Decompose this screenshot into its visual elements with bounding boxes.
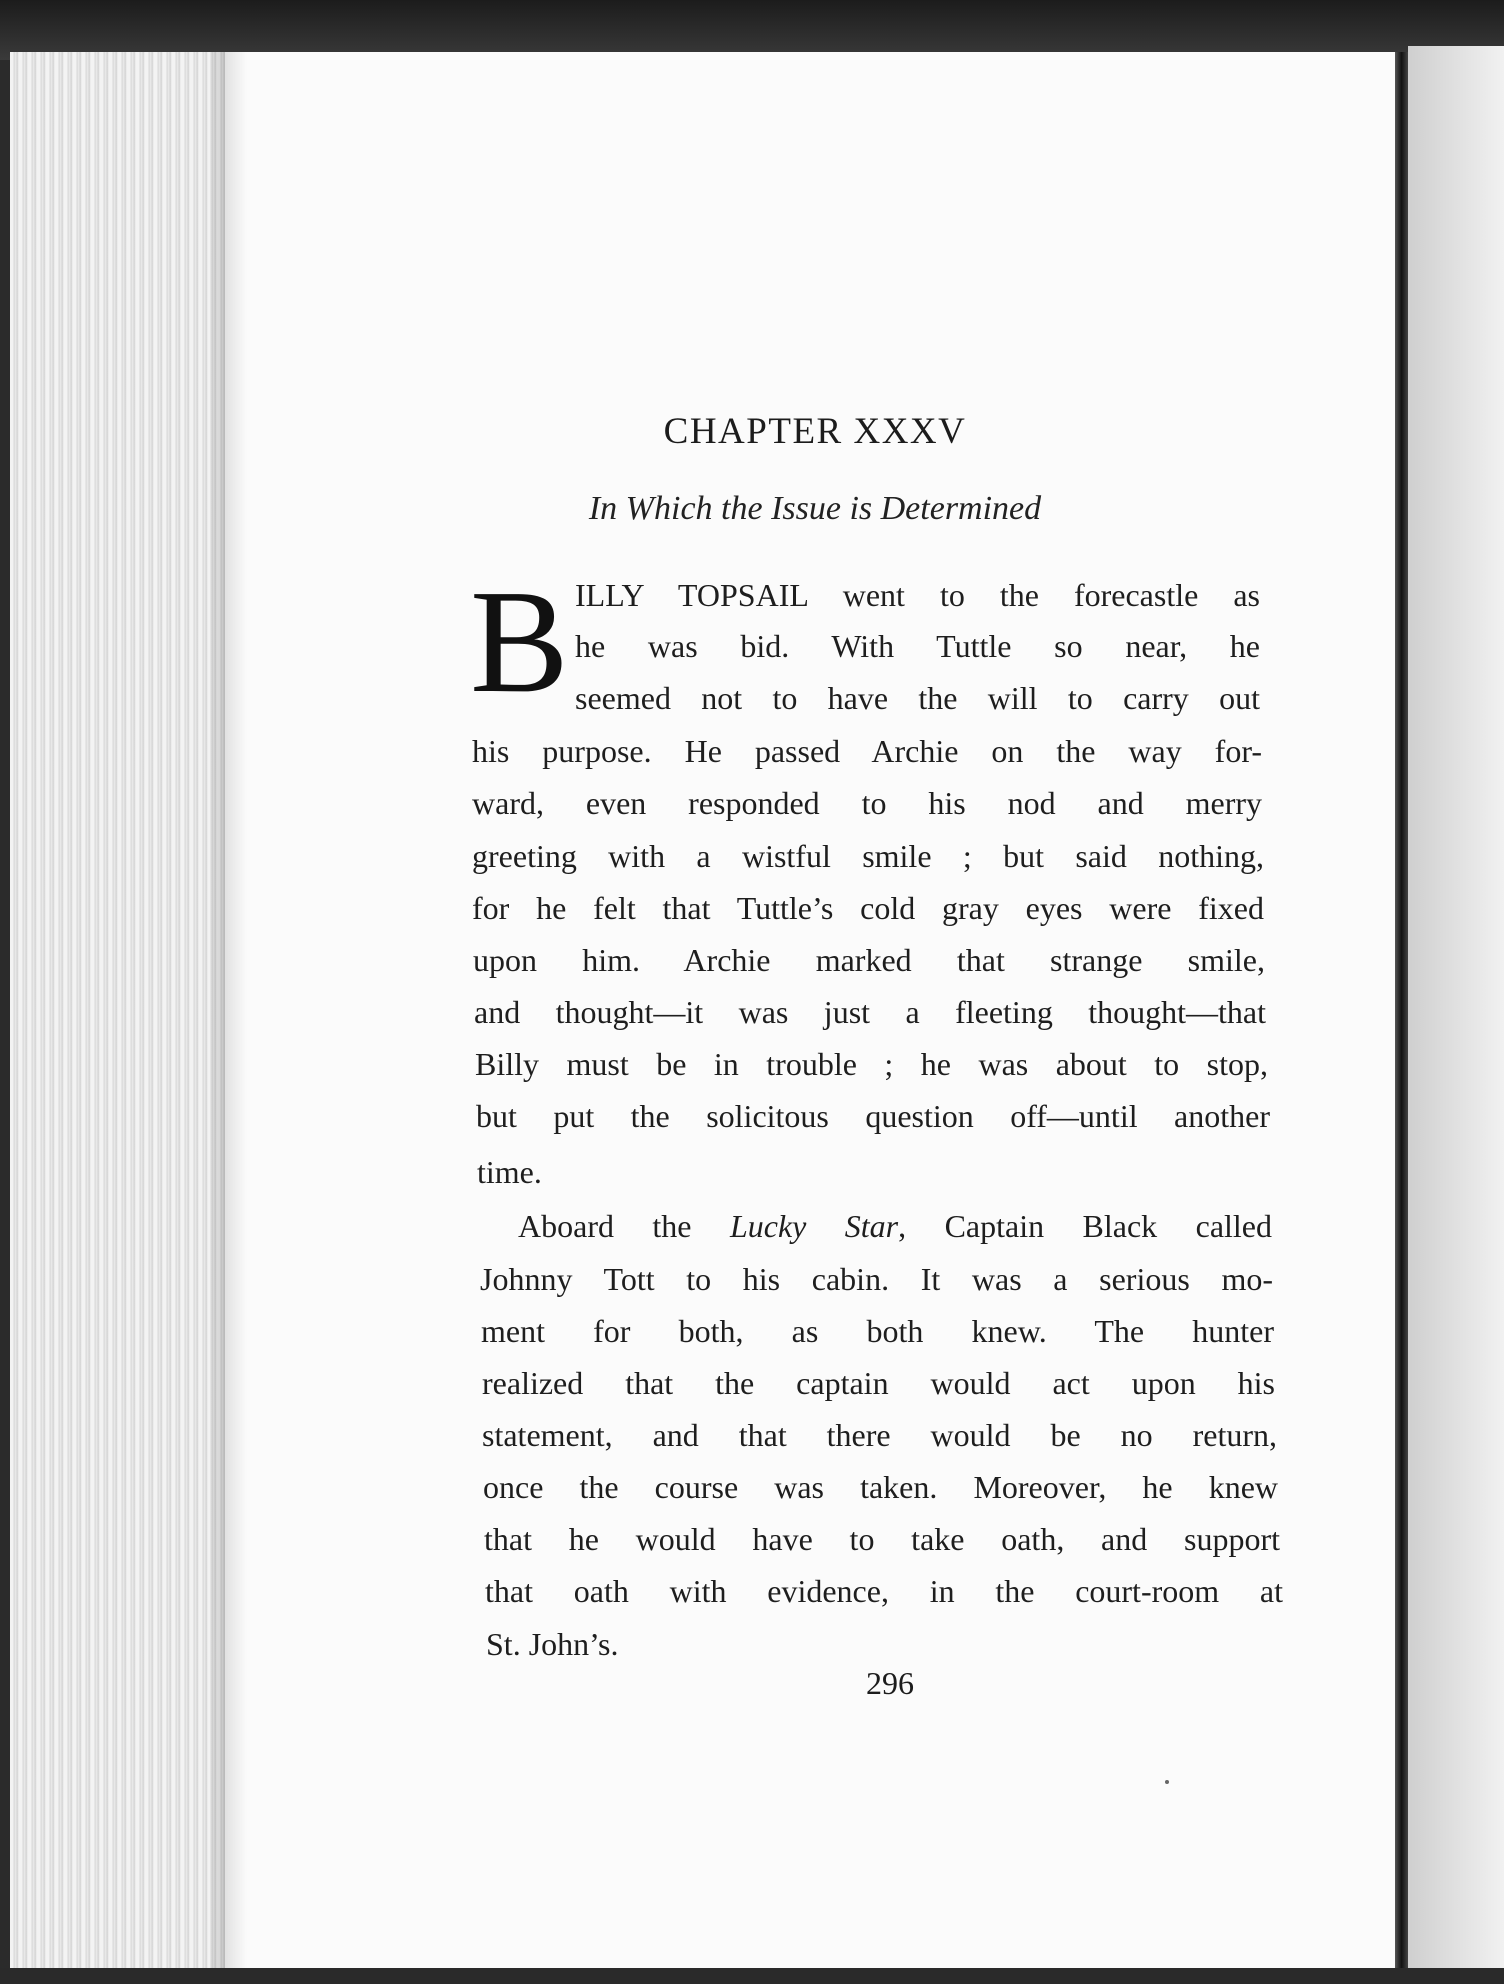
text-line: but put the solicitous question off—until another xyxy=(476,1098,1270,1134)
scan-speck xyxy=(1165,1780,1169,1784)
facing-page-shadow xyxy=(1408,46,1504,1968)
text-line: that oath with evidence, in the court-room at xyxy=(485,1573,1283,1609)
chapter-subtitle: In Which the Issue is Determined xyxy=(588,490,1042,527)
text-line: greeting with a wistful smile ; but said nothing, xyxy=(472,838,1264,874)
drop-cap-letter: B xyxy=(470,560,569,724)
text-line: St. John’s. xyxy=(486,1626,619,1662)
text-line: seemed not to have the will to carry out xyxy=(575,680,1260,716)
text-line: ward, even responded to his nod and merry xyxy=(472,785,1262,821)
text-line: that he would have to take oath, and support xyxy=(484,1521,1280,1557)
scan-bottom-border xyxy=(0,1968,1504,1984)
text-line: he was bid. With Tuttle so near, he xyxy=(575,628,1260,664)
text-line: for he felt that Tuttle’s cold gray eyes were fixed xyxy=(472,890,1264,926)
text-line: his purpose. He passed Archie on the way for- xyxy=(472,733,1262,769)
text-line: time. xyxy=(477,1154,542,1190)
text-line: ILLY TOPSAIL went to the forecastle as xyxy=(575,577,1260,613)
scan-top-border xyxy=(0,0,1504,60)
page-number: 296 xyxy=(866,1665,914,1701)
text-line: statement, and that there would be no return, xyxy=(482,1417,1277,1453)
text-run: , Captain Black called xyxy=(898,1208,1272,1244)
text-line: Billy must be in trouble ; he was about to stop, xyxy=(475,1046,1268,1082)
book-spine-gutter xyxy=(1395,52,1408,1968)
text-line: Johnny Tott to his cabin. It was a serious mo- xyxy=(480,1261,1273,1297)
text-line: and thought—it was just a fleeting thought—that xyxy=(474,994,1266,1030)
book-page-edges xyxy=(10,52,228,1972)
ship-name: Lucky Star xyxy=(729,1208,899,1244)
text-line: realized that the captain would act upon his xyxy=(482,1365,1275,1401)
text-line-first xyxy=(518,1206,1272,1246)
text-line: upon him. Archie marked that strange smile, xyxy=(473,942,1265,978)
text-line: once the course was taken. Moreover, he knew xyxy=(483,1469,1278,1505)
page-gutter-shadow xyxy=(225,52,247,1968)
chapter-title: CHAPTER XXXV xyxy=(663,411,967,452)
text-line: ment for both, as both knew. The hunter xyxy=(481,1313,1274,1349)
text-run: Aboard the xyxy=(518,1208,730,1244)
